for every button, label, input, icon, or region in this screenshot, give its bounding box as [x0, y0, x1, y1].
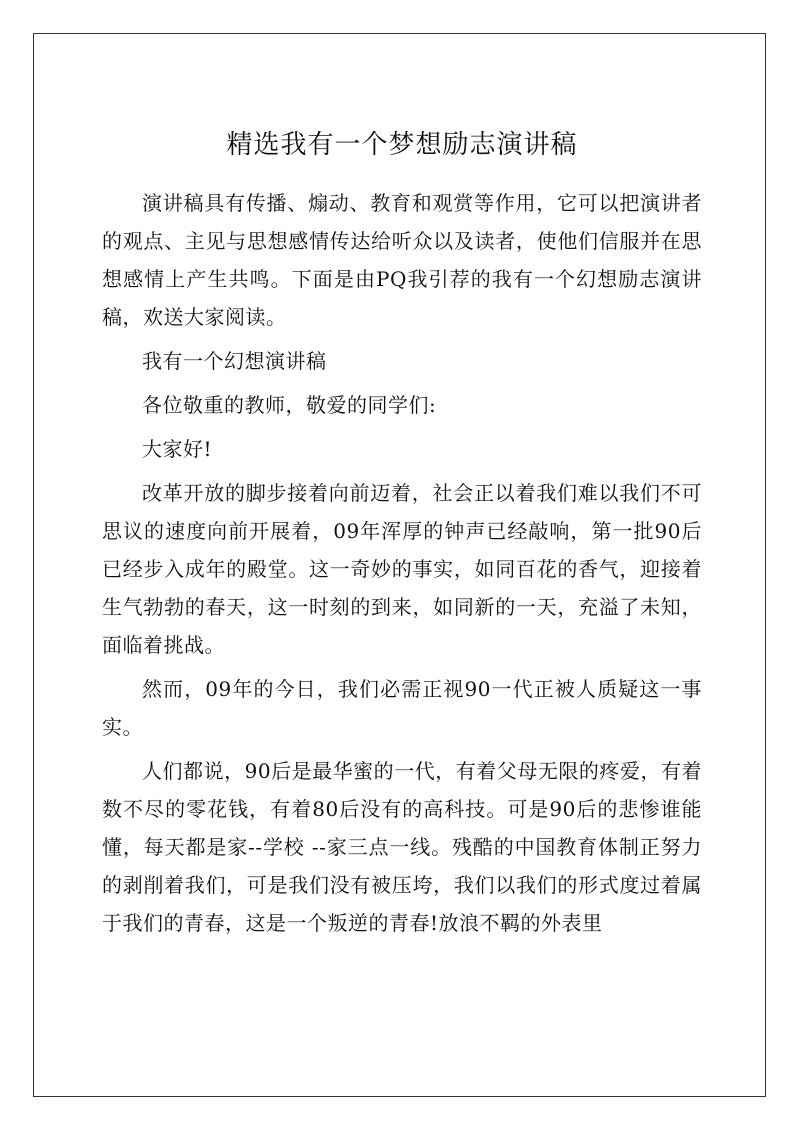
- paragraph-salutation: 各位敬重的教师，敬爱的同学们:: [142, 393, 437, 417]
- paragraph-intro: 演讲稿具有传播、煽动、教育和观赏等作用，它可以把演讲者的观点、主见与思想感情传达给听众以及读者，使他们信服并在思想感情上产生共鸣。下面是由PQ我引荐的我有一个幻想励志演讲稿，欢送大家阅读。: [102, 191, 702, 329]
- paragraph-body-1: 改革开放的脚步接着向前迈着，社会正以着我们难以我们不可思议的速度向前开展着，09年浑厚的钟声已经敲响，第一批90后已经步入成年的殿堂。这一奇妙的事实，如同百花的香气，迎接着生气勃勃的春天，这一时刻的到来，如同新的一天，充溢了未知，面临着挑战。: [102, 481, 702, 657]
- paragraph-subtitle: 我有一个幻想演讲稿: [142, 349, 327, 373]
- paragraph-body-2: 然而，09年的今日，我们必需正视90一代正被人质疑这一事实。: [102, 677, 702, 739]
- document-title: 精选我有一个梦想励志演讲稿: [226, 130, 578, 160]
- paragraph-body-3: 人们都说，90后是最华蜜的一代，有着父母无限的疼爱，有着数不尽的零花钱，有着80后没有的高科技。可是90后的悲惨谁能懂，每天都是家--学校 --家三点一线。残酷的中国教育体制正努力的剥削着我们，可是我们没有被压垮，我们以我们的形式度过着属于我们的青春，这是一个叛逆的青春!放浪不羁的外表里: [102, 759, 702, 935]
- paragraph-greeting: 大家好!: [142, 437, 213, 461]
- document-body: [102, 120, 702, 942]
